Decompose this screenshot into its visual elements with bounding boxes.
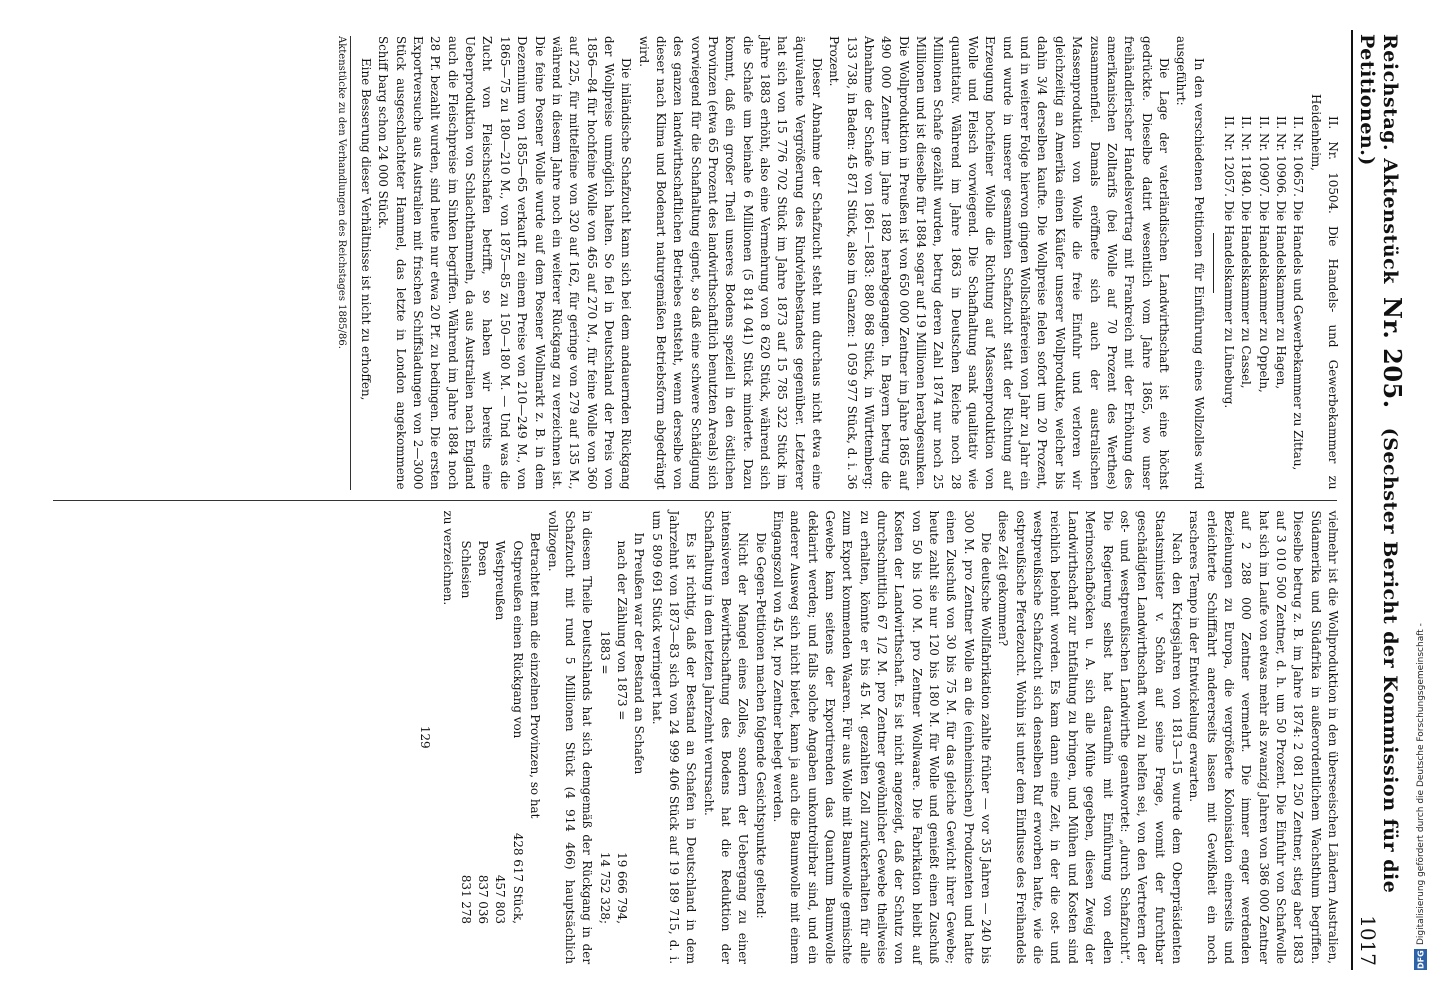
- petition-list-item: II. Nr. 12057. Die Handelskammer zu Lüneburg.: [1221, 116, 1236, 409]
- table-cell: Schlesien: [458, 540, 473, 599]
- petition-list-item: II. Nr. 10906. Die Handelskammer zu Hagen,: [1273, 116, 1288, 390]
- footnote: Aktenstücke zu den Verhandlungen des Reichstages 1885/86.: [334, 36, 351, 490]
- petition-list-item: II. Nr. 11840. Die Handelskammer zu Cassel,: [1239, 116, 1254, 389]
- province-table: [456, 511, 525, 965]
- table-row: [613, 511, 630, 965]
- paragraph: vielmehr ist die Wollproduktion in den überseeischen Ländern Australien, Südamerika und Südafrika in außerordentlichem Wachsthum begriffen. Dieselbe betrug z. B. im Jahre 1874: 2 081 250 Zentner, stieg aber 1883 auf 3 010 500 Zentner, d. h. um 50 Prozent. Die Einfuhr von Schafwolle hat sich im Laufe von etwas mehr als zwanzig Jahren von 386 000 Zentner auf 2 288 000 Zentner vermehrt. Die immer enger werdenden Beziehungen zu Europa, die vergrößerte Kolonisation einerseits und erleichterte Schifffahrt andererseits lassen mit Gewißheit ein noch rascheres Tempo in der Entwickelung erwarten.: [1187, 510, 1340, 964]
- petition-list-item: II. Nr. 10907. Die Handelskammer zu Oppeln,: [1256, 116, 1271, 393]
- table-row: [456, 511, 473, 965]
- column-right: [49, 505, 1341, 971]
- petition-list-item: II. Nr. 10504. Die Handels- und Gewerbekammer zu Heidenheim,: [1308, 94, 1340, 490]
- page-header: [1351, 30, 1407, 970]
- paragraph: Die Gegen-Petitionen machen folgende Gesichtspunkte geltend:: [753, 532, 768, 919]
- header-left: [1356, 34, 1407, 915]
- table-row: [595, 511, 612, 965]
- table-cell: Westpreußen: [493, 540, 508, 621]
- watermark-text: Digitalisierung gefördert durch die Deutsche Forschungsgemeinschaft -: [1416, 623, 1426, 946]
- table-cell: Posen: [476, 540, 491, 576]
- table-cell: Ostpreußen einen Rückgang von: [510, 540, 525, 739]
- section-divider: [1213, 233, 1214, 293]
- table-cell: 831 278: [458, 874, 473, 924]
- column-left: [49, 30, 1341, 496]
- paragraph: in diesem Theile Deutschlands hat sich demgemäß der Rückgang in der Schafzucht mit rund 5 Millionen Stück (4 914 466) hauptsächlich vollzogen.: [545, 510, 595, 964]
- paragraph: Die Lage der vaterländischen Landwirthschaft ist eine höchst gedrückte. Dieselbe datirt wesentlich vom Jahre 1865, wo unser freihändlerischer Handelsvertrag mit Frankreich mit der Erhöhung des amerikanischen Zolltarifs (bei Wolle auf 70 Prozent des Werthes) zusammenfiel. Damals eröffnete sich auch der australischen Massenproduktion von Wolle die freie Einfuhr und verloren wir gleichzeitig an Amerika einen Käufer unserer Wollprodukte, welcher bis dahin 3/4 derselben kaufte. Die Wollpreise fielen sofort um 20 Prozent, und in weiterer Folge hiervon gingen Wollschäfereien von Jahr zu Jahr ein und wurde in unserer gesammten Schafzucht statt der Richtung auf Erzeugung hochfeiner Wolle die Richtung auf Massenproduktion von Wolle und Fleisch vorwiegend. Die Schafhaltung sank qualitativ wie quantitativ. Während im Jahre 1863 in Deutschen Reiche noch 28 Millionen Schafe gezählt wurden, betrug deren Zahl 1874 nur noch 25 Millionen und ist dieselbe für 1884 sogar auf 19 Millionen herabgesunken. Die Wollproduktion in Preußen ist von 650 000 Zentner im Jahre 1865 auf 490 000 Zentner im Jahre 1882 herabgegangen. In Bayern betrug die Abnahme der Schafe von 1861—1883: 880 868 Stück, in Württemberg: 133 738, in Baden: 45 871 Stück, also im Ganzen: 1 059 977 Stück, d. i. 36 Prozent.: [827, 36, 1171, 490]
- table-cell: 14 752 328;: [597, 851, 612, 924]
- header-nr: Nr. 205.: [1378, 297, 1407, 409]
- paragraph: In Preußen war der Bestand an Schafen: [632, 532, 647, 775]
- header-label: Aktenstück: [1379, 158, 1401, 284]
- table-row: [474, 511, 491, 965]
- paragraph: Nicht der Mangel eines Zolles, sondern der Uebergang zu einer intensiveren Bewirthschaftung des Bodens hat die Reduktion der Schafhaltung in dem letzten Jahrzehnt verursacht.: [701, 510, 751, 964]
- table-cell: 19 666 794,: [614, 852, 629, 924]
- table-row: [491, 511, 508, 965]
- header-sub: (Sechster Bericht der Kommission für die Petitionen.): [1356, 34, 1401, 894]
- paragraph: Dieser Abnahme der Schafzucht steht nun durchaus nicht etwa eine äquivalente Vergrößerung des Rindviehbestandes gegenüber. Letzterer hat sich von 15 776 702 Stück im Jahre 1873 auf 15 785 322 Stück im Jahre 1883 erhöht, also eine Vermehrung von 8 620 Stück, während sich die Schafe um beinahe 6 Millionen (5 814 041) Stück minderte. Dazu kommt, daß ein großer Theil unseres Bodens speziell in den östlichen Provinzen (etwa 65 Prozent des landwirthschaftlich benutzten Areals) sich vorwiegend für die Schafhaltung eignet, so daß eine schwere Schädigung des ganzen landwirthschaftlichen Betriebes entsteht, wenn derselbe von dieser nach Klima und Bodenart naturgemäßen Betriebsform abgedrängt wird.: [636, 36, 825, 490]
- paragraph: In den verschiedenen Petitionen für Einführung eines Wollzolles wird ausgeführt:: [1174, 36, 1206, 490]
- petition-list-item: II. Nr. 10657. Die Handels und Gewerbekammer zu Zittau,: [1291, 116, 1306, 471]
- columns: [49, 30, 1341, 970]
- table-cell: 428 617 Stück,: [510, 832, 525, 924]
- table-cell: 1883 =: [597, 630, 612, 675]
- paragraph: zu verzeichnen.: [441, 510, 456, 606]
- paragraph: Die inländische Schafzucht kann sich bei dem andauernden Rückgang der Wollpreise unmöglich halten. So fiel in Deutschland der Preis von 1856—84 für hochfeine Wolle von 465 auf 270 M., für feine Wolle von 360 auf 225, für mittelfeine von 320 auf 162, für geringe von 279 auf 135 M., während in diesem Jahre noch ein weiterer Rückgang zu verzeichnen ist. Die feine Posener Wolle wurde auf dem Posener Wollmarkt z. B. in dem Dezennium von 1855—65 verkauft zu einem Preise von 210—249 M., von 1865—75 zu 180—210 M., von 1875—85 zu 150—180 M. — Und was die Zucht von Fleischschafen betrifft, so haben wir bereits eine Ueberproduktion von Schlachthammeln, da aus Australien nach England auch die Fleischpreise im Sinken begriffen. Während im Jahre 1884 noch 28 Pf. bezahlt wurden, sind heute nur etwa 20 Pf. zu bedingen. Die ersten Exportversuche aus Australien mit frischen Schiffsladungen von 2—3000 Stück ausgeschlachteter Hammel, das letzte in London angekommene Schiff barg schon 24 000 Stück.: [376, 36, 634, 490]
- table-cell: 457 803: [493, 874, 508, 924]
- column-rule: [53, 500, 1337, 501]
- paragraph: Nach den Kriegsjahren von 1813—15 wurde dem Oberpräsidenten Staatsminister v. Schön auf seine Frage, womit der furchtbar geschädigten Landwirthschaft wohl zu helfen sei, von den Vertretern der ost- und westpreußischen Landwirthe geantwortet: „durch Schafzucht“. Die Regierung selbst hat daraufhin mit Einführung von edlen Merinoschafböcken u. A. sich alle Mühe gegeben, diesen Zweig der Landwirthschaft zur Entfaltung zu bringen, und Mühen und Kosten sind reichlich belohnt worden. Es kam dann eine Zeit, in der die ost- und westpreußische Schafzucht sich denselben Ruf erworben hatte, wie die ostpreußische Pferdezucht. Wohin ist unter dem Einflusse des Freihandels diese Zeit gekommen?: [996, 510, 1184, 964]
- paragraph: Die deutsche Wollfabrikation zahlte früher — vor 35 Jahren — 240 bis 300 M. pro Zentner Wolle an die (einheimischen) Produzenten und hatte einen Zuschuß von 30 bis 75 M. für das gleiche Gewicht ihrer Gewebe; heute zahlt sie nur 120 bis 180 M. für Wolle und genießt einen Zuschuß von 50 bis 100 M. pro Zentner Wollwaare. Die Fabrikation bleibt auf Kosten der Landwirthschaft. Es ist nicht angezeigt, daß der Schutz von durchschnittlich 67 1/2 M. pro Zentner gewöhnlicher Gewebe theilweise zu erhalten, könnte er bis 45 M. gezahlten Zoll zurückerhalten für alle zum Export kommenden Waaren. Für aus Wolle mit Baumwolle gemischte Gewebe kann seitens der Exportirenden das Quantum Baumwolle deklarirt werden; und falls solche Angaben unkontrolirbar sind, und ein anderer Ausweg sich nicht bietet, kann ja auch die Baumwolle mit einem Eingangszoll von 45 M. pro Zentner belegt werden.: [771, 510, 994, 964]
- header-prefix: Reichstag.: [1379, 34, 1401, 152]
- paragraph: Betrachtet man die einzelnen Provinzen, so hat: [528, 532, 543, 819]
- rotated-page: [41, 30, 1407, 970]
- sheep-count-table: [595, 511, 630, 965]
- dfg-watermark: [1412, 0, 1430, 1000]
- paragraph: Es ist richtig, daß der Bestand an Schafen in Deutschland in dem Jahrzehnt von 1873—83 sich von 24 999 406 Stück auf 19 189 715, d. i. um 5 809 691 Stück verringert hat.: [649, 510, 699, 964]
- table-cell: nach der Zählung von 1873 =: [614, 540, 629, 721]
- dfg-logo: DFG: [1416, 950, 1426, 969]
- paragraph: Eine Besserung dieser Verhältnisse ist nicht zu erhoffen,: [359, 58, 374, 401]
- table-cell: 837 036: [476, 874, 491, 924]
- table-row: [509, 511, 526, 965]
- sheet-number: 129: [418, 725, 433, 749]
- page-number: 1017: [1356, 915, 1380, 966]
